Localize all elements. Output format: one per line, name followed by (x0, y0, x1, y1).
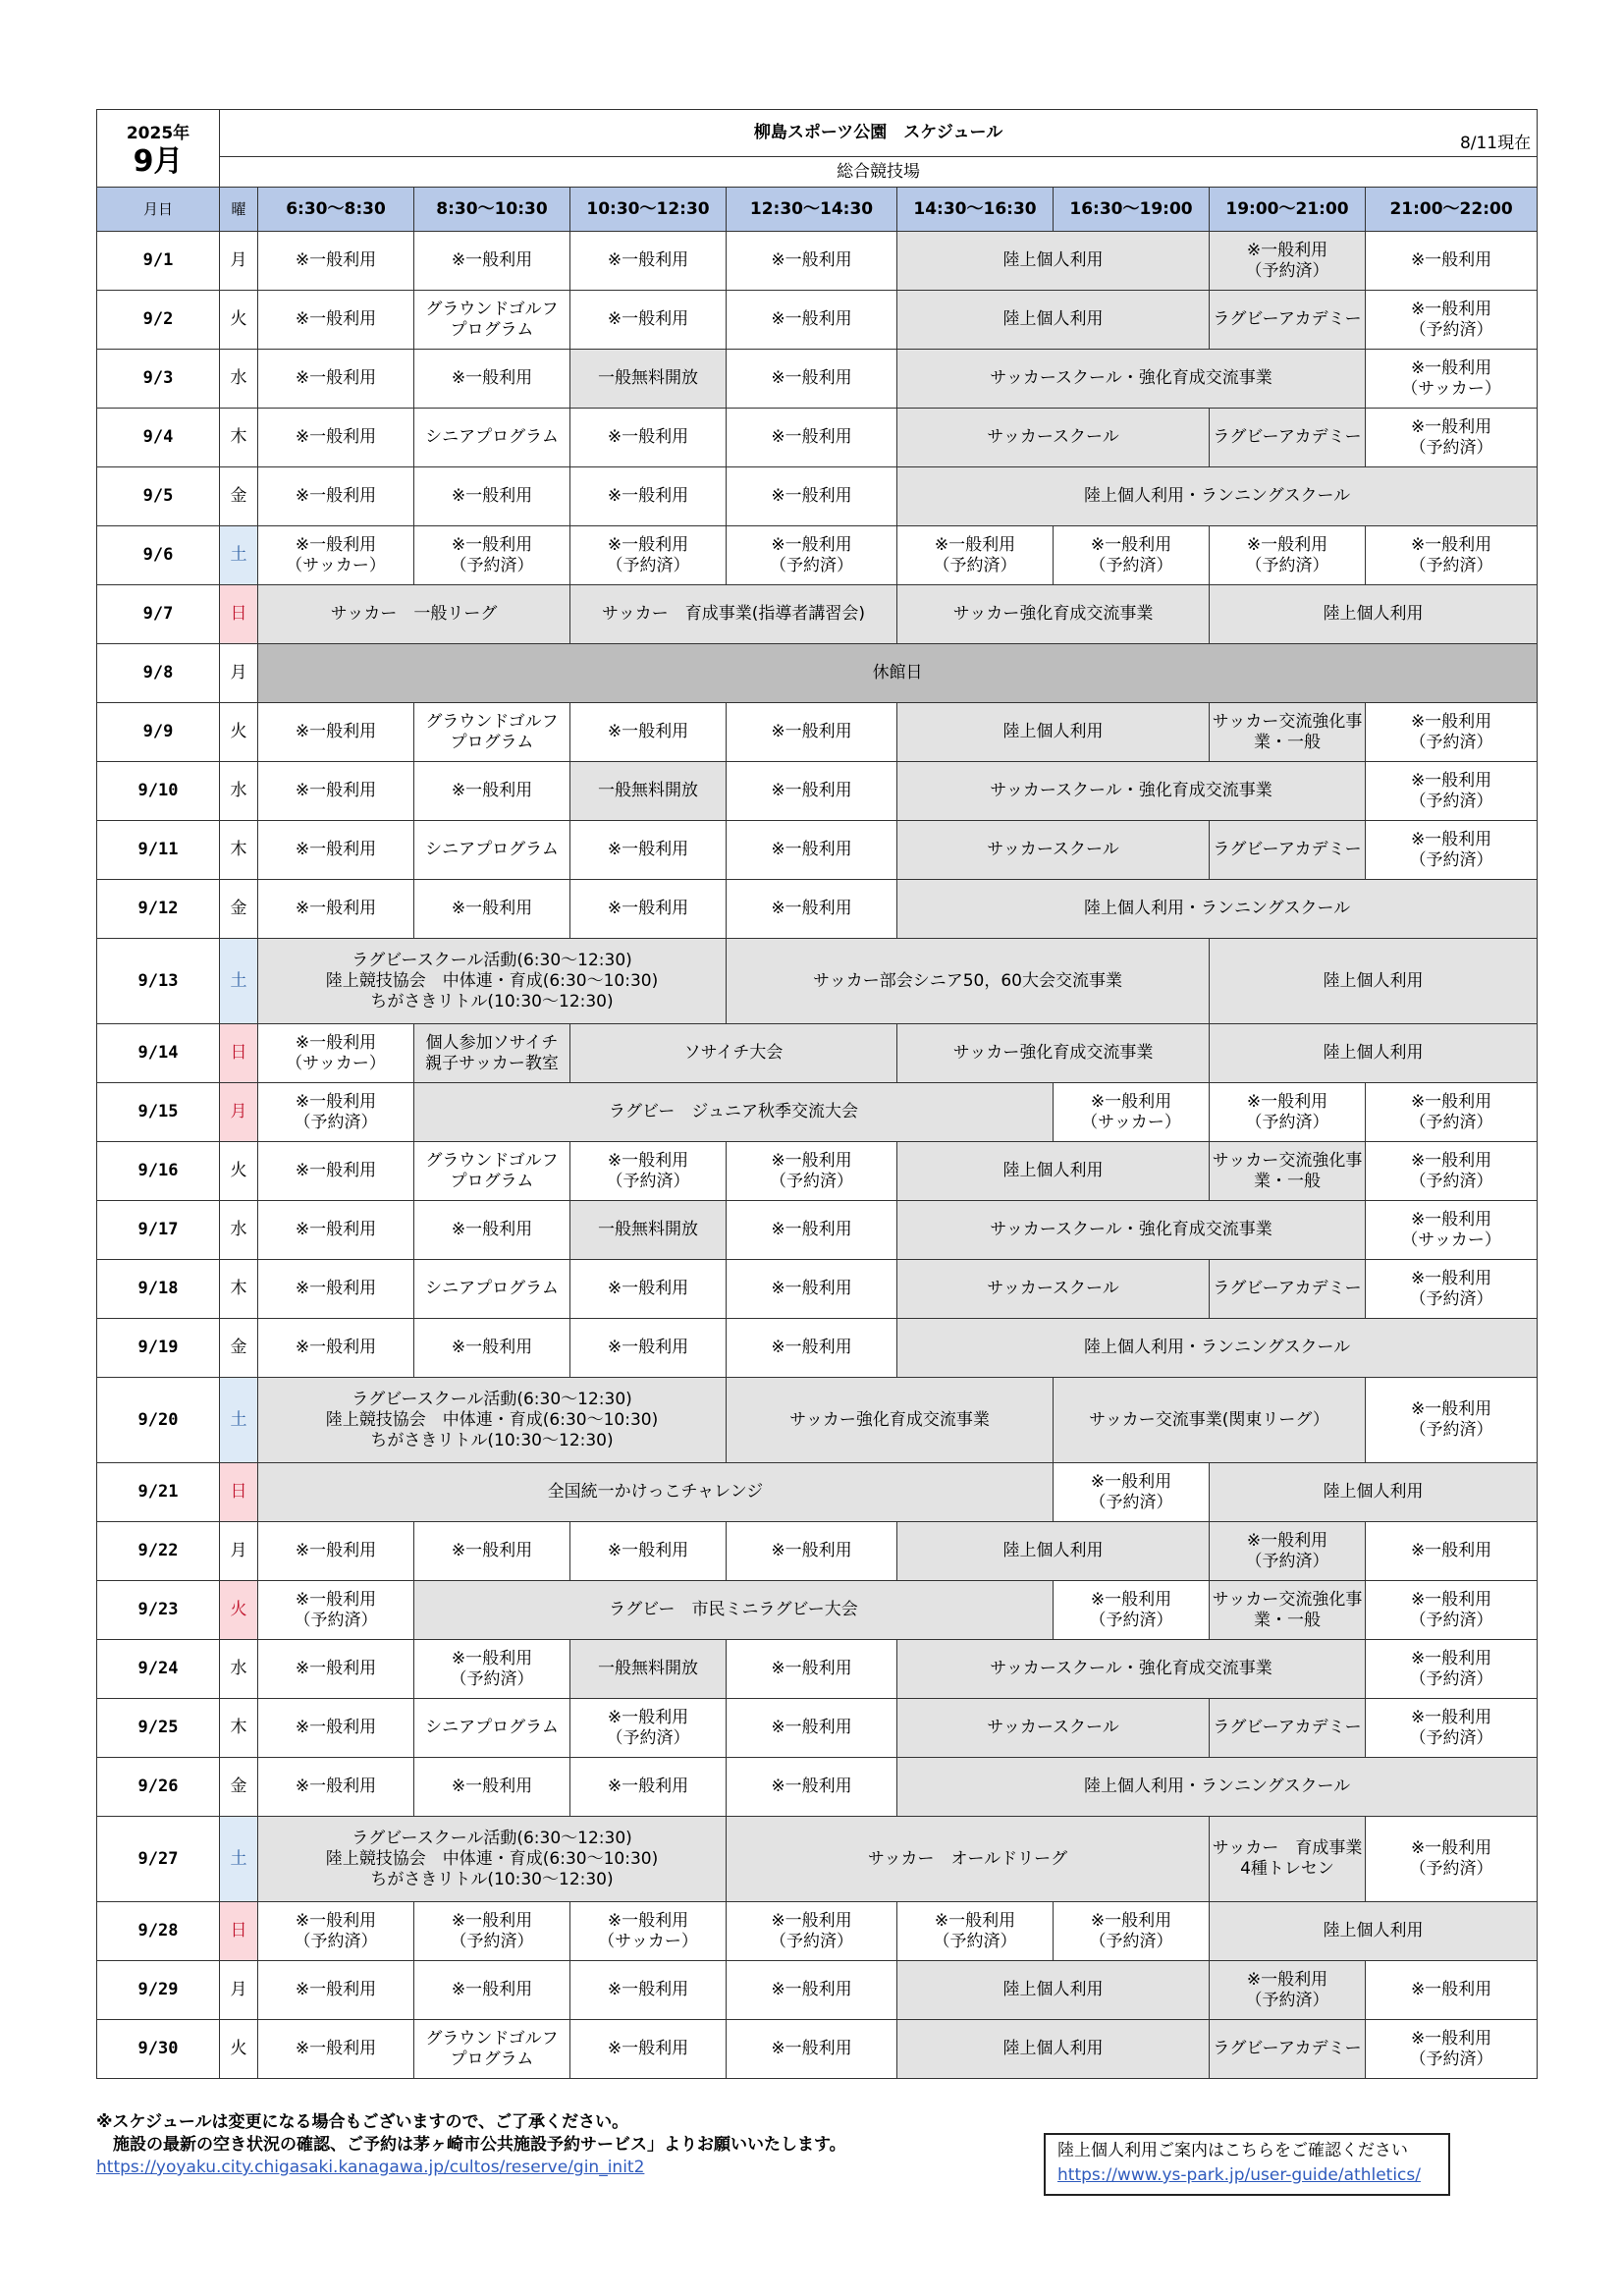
slot-cell: 陸上個人利用 (1210, 1024, 1538, 1083)
time-slot-header: 21:00～22:00 (1366, 188, 1538, 232)
slot-cell: 陸上個人利用 (897, 703, 1210, 762)
slot-cell: ※一般利用 (414, 880, 570, 939)
weekday-cell: 火 (220, 1581, 258, 1640)
slot-cell: 陸上個人利用 (1210, 1902, 1538, 1961)
footer-notes (96, 2111, 1009, 2179)
schedule-row (97, 1463, 1538, 1522)
slot-cell: サッカースクール・強化育成交流事業 (897, 1640, 1366, 1699)
date-cell: 9/29 (97, 1961, 220, 2020)
slot-cell: ※一般利用 （サッカー） (258, 526, 414, 585)
date-cell: 9/20 (97, 1378, 220, 1463)
slot-cell: 陸上個人利用・ランニングスクール (897, 1758, 1538, 1817)
page-title: 柳島スポーツ公園 スケジュール (753, 123, 1003, 142)
slot-cell: ※一般利用 （予約済） (1366, 1378, 1538, 1463)
schedule-table (96, 109, 1538, 2079)
slot-cell: ※一般利用 （予約済） (1054, 1902, 1210, 1961)
slot-cell: ラグビー ジュニア秋季交流大会 (414, 1083, 1054, 1142)
slot-cell: ※一般利用 （予約済） (1210, 232, 1366, 291)
slot-cell: シニアプログラム (414, 409, 570, 467)
weekday-cell: 木 (220, 821, 258, 880)
time-slot-header: 14:30～16:30 (897, 188, 1054, 232)
slot-cell: ※一般利用 （予約済） (1366, 1640, 1538, 1699)
slot-cell: ※一般利用 （予約済） (1366, 762, 1538, 821)
slot-cell: グラウンドゴルフ プログラム (414, 703, 570, 762)
slot-cell: ※一般利用 (570, 467, 727, 526)
slot-cell: ※一般利用 (258, 1758, 414, 1817)
slot-cell: 陸上個人利用 (897, 232, 1210, 291)
slot-cell: 陸上個人利用 (1210, 939, 1538, 1024)
time-slot-header: 12:30～14:30 (727, 188, 897, 232)
as-of-date: 8/11現在 (1459, 134, 1532, 153)
date-cell: 9/17 (97, 1201, 220, 1260)
booking-notice: 施設の最新の空き状況の確認、ご予約は茅ヶ崎市公共施設予約サービス」よりお願いいたします。 (96, 2135, 846, 2155)
slot-cell: サッカー部会シニア50，60大会交流事業 (727, 939, 1210, 1024)
slot-cell: ※一般利用 （予約済） (414, 1902, 570, 1961)
slot-cell: ※一般利用 （予約済） (414, 526, 570, 585)
slot-cell: 陸上個人利用 (897, 2020, 1210, 2079)
slot-cell: ※一般利用 (414, 467, 570, 526)
schedule-row (97, 526, 1538, 585)
slot-cell: ※一般利用 (570, 409, 727, 467)
slot-cell: ※一般利用 (414, 1758, 570, 1817)
slot-cell: ※一般利用 （予約済） (727, 1142, 897, 1201)
weekday-cell: 木 (220, 1260, 258, 1319)
weekday-cell: 日 (220, 1024, 258, 1083)
time-slot-header: 10:30～12:30 (570, 188, 727, 232)
slot-cell: ※一般利用 (258, 1142, 414, 1201)
slot-cell: ※一般利用 (570, 291, 727, 350)
slot-cell: ※一般利用 （予約済） (1366, 1142, 1538, 1201)
slot-cell: サッカースクール・強化育成交流事業 (897, 350, 1366, 409)
slot-cell: ※一般利用 （予約済） (1366, 1581, 1538, 1640)
slot-cell: ※一般利用 (258, 762, 414, 821)
date-cell: 9/1 (97, 232, 220, 291)
date-cell: 9/10 (97, 762, 220, 821)
schedule-row (97, 2020, 1538, 2079)
slot-cell: ※一般利用 （予約済） (1366, 1817, 1538, 1902)
slot-cell: ※一般利用 (727, 232, 897, 291)
slot-cell: ※一般利用 （予約済） (1366, 821, 1538, 880)
slot-cell: 一般無料開放 (570, 1640, 727, 1699)
slot-cell: ※一般利用 （予約済） (1366, 526, 1538, 585)
weekday-cell: 木 (220, 1699, 258, 1758)
date-cell: 9/9 (97, 703, 220, 762)
slot-cell: ※一般利用 (258, 703, 414, 762)
weekday-cell: 金 (220, 467, 258, 526)
slot-cell: ※一般利用 (727, 1699, 897, 1758)
slot-cell: ※一般利用 (727, 291, 897, 350)
slot-cell: ※一般利用 （サッカー） (1054, 1083, 1210, 1142)
slot-cell: ※一般利用 （サッカー） (258, 1024, 414, 1083)
date-column-header: 月日 (97, 188, 220, 232)
slot-cell: ※一般利用 (258, 1961, 414, 2020)
schedule-row (97, 1817, 1538, 1902)
schedule-row (97, 1961, 1538, 2020)
slot-cell: ※一般利用 (570, 1319, 727, 1378)
slot-cell: ※一般利用 (727, 1201, 897, 1260)
slot-cell: ※一般利用 （予約済） (1210, 1522, 1366, 1581)
slot-cell: ※一般利用 （予約済） (258, 1902, 414, 1961)
slot-cell: ※一般利用 (727, 1522, 897, 1581)
slot-cell: ※一般利用 (727, 1758, 897, 1817)
slot-cell: ※一般利用 （予約済） (1366, 2020, 1538, 2079)
time-slot-header: 16:30～19:00 (1054, 188, 1210, 232)
slot-cell: ※一般利用 （予約済） (258, 1083, 414, 1142)
year-month-cell (97, 110, 220, 188)
column-header-row (97, 188, 1538, 232)
schedule-row (97, 291, 1538, 350)
weekday-cell: 土 (220, 1378, 258, 1463)
date-cell: 9/25 (97, 1699, 220, 1758)
weekday-cell: 火 (220, 291, 258, 350)
date-cell: 9/4 (97, 409, 220, 467)
slot-cell: ※一般利用 （予約済） (1210, 1961, 1366, 2020)
slot-cell: ※一般利用 (727, 821, 897, 880)
slot-cell: ※一般利用 （予約済） (1366, 703, 1538, 762)
slot-cell: サッカースクール (897, 1699, 1210, 1758)
slot-cell: ※一般利用 （予約済） (1054, 526, 1210, 585)
weekday-cell: 水 (220, 1201, 258, 1260)
slot-cell: ラグビーアカデミー (1210, 409, 1366, 467)
date-cell: 9/14 (97, 1024, 220, 1083)
slot-cell: サッカー 育成事業(指導者講習会) (570, 585, 897, 644)
weekday-cell: 金 (220, 1319, 258, 1378)
slot-cell: ※一般利用 (414, 1961, 570, 2020)
slot-cell: ※一般利用 (1366, 232, 1538, 291)
slot-cell: ※一般利用 (414, 232, 570, 291)
date-cell: 9/6 (97, 526, 220, 585)
slot-cell: ※一般利用 (727, 409, 897, 467)
schedule-row (97, 1699, 1538, 1758)
date-cell: 9/3 (97, 350, 220, 409)
weekday-cell: 日 (220, 1902, 258, 1961)
slot-cell: ※一般利用 (258, 880, 414, 939)
weekday-cell: 水 (220, 350, 258, 409)
weekday-cell: 木 (220, 409, 258, 467)
schedule-row (97, 409, 1538, 467)
slot-cell: 陸上個人利用 (897, 1142, 1210, 1201)
year-label: 2025年 (126, 124, 190, 143)
slot-cell: サッカー交流事業(関東リーグ） (1054, 1378, 1366, 1463)
change-notice: ※スケジュールは変更になる場合もございますので、ご了承ください。 (96, 2112, 629, 2132)
slot-cell: ソサイチ大会 (570, 1024, 897, 1083)
date-cell: 9/22 (97, 1522, 220, 1581)
slot-cell: サッカースクール (897, 821, 1210, 880)
slot-cell: ※一般利用 (727, 350, 897, 409)
slot-cell: ※一般利用 （予約済） (1366, 1260, 1538, 1319)
slot-cell: 陸上個人利用・ランニングスクール (897, 1319, 1538, 1378)
slot-cell: 陸上個人利用 (1210, 585, 1538, 644)
closed-day-cell: 休館日 (258, 644, 1538, 703)
slot-cell: ※一般利用 (727, 467, 897, 526)
slot-cell: ※一般利用 (414, 1201, 570, 1260)
slot-cell: グラウンドゴルフ プログラム (414, 2020, 570, 2079)
schedule-row (97, 232, 1538, 291)
schedule-row (97, 350, 1538, 409)
slot-cell: ※一般利用 (258, 1260, 414, 1319)
slot-cell: ※一般利用 (258, 467, 414, 526)
slot-cell: サッカースクール (897, 409, 1210, 467)
schedule-row (97, 1378, 1538, 1463)
slot-cell: 一般無料開放 (570, 762, 727, 821)
slot-cell: 陸上個人利用・ランニングスクール (897, 467, 1538, 526)
slot-cell: サッカー強化育成交流事業 (897, 1024, 1210, 1083)
slot-cell: ※一般利用 (727, 1640, 897, 1699)
slot-cell: シニアプログラム (414, 821, 570, 880)
date-cell: 9/27 (97, 1817, 220, 1902)
slot-cell: ※一般利用 (258, 2020, 414, 2079)
weekday-cell: 土 (220, 939, 258, 1024)
schedule-sheet (96, 109, 1537, 2079)
weekday-cell: 土 (220, 1817, 258, 1902)
schedule-row (97, 1142, 1538, 1201)
slot-cell: ※一般利用 (570, 821, 727, 880)
slot-cell: サッカースクール (897, 1260, 1210, 1319)
slot-cell: グラウンドゴルフ プログラム (414, 291, 570, 350)
slot-cell: ※一般利用 (258, 1699, 414, 1758)
date-cell: 9/11 (97, 821, 220, 880)
slot-cell: ※一般利用 (1366, 1522, 1538, 1581)
date-cell: 9/24 (97, 1640, 220, 1699)
title-cell (220, 110, 1538, 157)
slot-cell: ※一般利用 （サッカー） (570, 1902, 727, 1961)
schedule-row (97, 1758, 1538, 1817)
schedule-row (97, 1522, 1538, 1581)
slot-cell: サッカースクール・強化育成交流事業 (897, 1201, 1366, 1260)
schedule-row (97, 880, 1538, 939)
schedule-row (97, 762, 1538, 821)
schedule-row (97, 1581, 1538, 1640)
slot-cell: ※一般利用 (727, 703, 897, 762)
slot-cell: ※一般利用 (258, 821, 414, 880)
weekday-cell: 火 (220, 2020, 258, 2079)
slot-cell: ラグビーアカデミー (1210, 1260, 1366, 1319)
date-cell: 9/26 (97, 1758, 220, 1817)
date-cell: 9/2 (97, 291, 220, 350)
slot-cell: ※一般利用 (570, 232, 727, 291)
slot-cell: ※一般利用 （予約済） (1054, 1463, 1210, 1522)
date-cell: 9/28 (97, 1902, 220, 1961)
slot-cell: ※一般利用 (570, 1758, 727, 1817)
weekday-cell: 月 (220, 1083, 258, 1142)
slot-cell: サッカー オールドリーグ (727, 1817, 1210, 1902)
schedule-row (97, 1260, 1538, 1319)
slot-cell: ※一般利用 (570, 703, 727, 762)
weekday-cell: 火 (220, 703, 258, 762)
slot-cell: ラグビーアカデミー (1210, 2020, 1366, 2079)
slot-cell: 一般無料開放 (570, 350, 727, 409)
slot-cell: ※一般利用 (570, 880, 727, 939)
schedule-row (97, 939, 1538, 1024)
schedule-row (97, 1319, 1538, 1378)
weekday-cell: 水 (220, 1640, 258, 1699)
slot-cell: ※一般利用 （予約済） (727, 1902, 897, 1961)
slot-cell: サッカー強化育成交流事業 (727, 1378, 1054, 1463)
weekday-cell: 金 (220, 1758, 258, 1817)
date-cell: 9/13 (97, 939, 220, 1024)
slot-cell: ※一般利用 (258, 1522, 414, 1581)
slot-cell: サッカー 育成事業 4種トレセン (1210, 1817, 1366, 1902)
weekday-cell: 日 (220, 585, 258, 644)
slot-cell: ※一般利用 （予約済） (1366, 1083, 1538, 1142)
slot-cell: ※一般利用 (727, 1319, 897, 1378)
time-slot-header: 8:30～10:30 (414, 188, 570, 232)
weekday-cell: 月 (220, 644, 258, 703)
time-slot-header: 19:00～21:00 (1210, 188, 1366, 232)
schedule-row (97, 1083, 1538, 1142)
slot-cell: ※一般利用 （予約済） (1366, 291, 1538, 350)
weekday-cell: 月 (220, 1961, 258, 2020)
slot-cell: ※一般利用 (258, 1640, 414, 1699)
slot-cell: ラグビーアカデミー (1210, 821, 1366, 880)
date-cell: 9/30 (97, 2020, 220, 2079)
slot-cell: 陸上個人利用 (897, 1522, 1210, 1581)
month-label: 9月 (133, 144, 184, 179)
slot-cell: サッカー交流強化事業・一般 (1210, 703, 1366, 762)
schedule-row (97, 644, 1538, 703)
slot-cell: 陸上個人利用 (1210, 1463, 1538, 1522)
slot-cell: ※一般利用 （予約済） (897, 1902, 1054, 1961)
schedule-row (97, 1902, 1538, 1961)
weekday-cell: 月 (220, 232, 258, 291)
slot-cell: ラグビースクール活動(6:30～12:30) 陸上競技協会 中体連・育成(6:30～10:30) ちがさきリトル(10:30～12:30) (258, 939, 727, 1024)
slot-cell: ※一般利用 （予約済） (727, 526, 897, 585)
slot-cell: ラグビー 市民ミニラグビー大会 (414, 1581, 1054, 1640)
schedule-row (97, 467, 1538, 526)
slot-cell: ※一般利用 （予約済） (570, 526, 727, 585)
schedule-row (97, 585, 1538, 644)
slot-cell: ※一般利用 (727, 880, 897, 939)
slot-cell: シニアプログラム (414, 1699, 570, 1758)
date-cell: 9/21 (97, 1463, 220, 1522)
weekday-cell: 水 (220, 762, 258, 821)
slot-cell: 個人参加ソサイチ 親子サッカー教室 (414, 1024, 570, 1083)
slot-cell: ※一般利用 （予約済） (1366, 409, 1538, 467)
slot-cell: ※一般利用 (570, 1961, 727, 2020)
slot-cell: 陸上個人利用・ランニングスクール (897, 880, 1538, 939)
schedule-row (97, 703, 1538, 762)
slot-cell: ※一般利用 （サッカー） (1366, 1201, 1538, 1260)
slot-cell: ※一般利用 （予約済） (1366, 1699, 1538, 1758)
date-cell: 9/7 (97, 585, 220, 644)
slot-cell: ※一般利用 （予約済） (1210, 526, 1366, 585)
date-cell: 9/12 (97, 880, 220, 939)
schedule-row (97, 1640, 1538, 1699)
slot-cell: 一般無料開放 (570, 1201, 727, 1260)
athletics-info-link[interactable]: https://www.ys-park.jp/user-guide/athletics/ (1057, 2165, 1421, 2185)
slot-cell: ※一般利用 (727, 762, 897, 821)
slot-cell: ※一般利用 (570, 1260, 727, 1319)
date-cell: 9/23 (97, 1581, 220, 1640)
weekday-cell: 金 (220, 880, 258, 939)
slot-cell: ※一般利用 （予約済） (258, 1581, 414, 1640)
date-cell: 9/8 (97, 644, 220, 703)
date-cell: 9/15 (97, 1083, 220, 1142)
slot-cell: サッカー交流強化事業・一般 (1210, 1581, 1366, 1640)
slot-cell: ※一般利用 (727, 2020, 897, 2079)
slot-cell: ※一般利用 （予約済） (570, 1699, 727, 1758)
slot-cell: 陸上個人利用 (897, 1961, 1210, 2020)
slot-cell: ラグビーアカデミー (1210, 1699, 1366, 1758)
weekday-cell: 土 (220, 526, 258, 585)
slot-cell: ※一般利用 (258, 291, 414, 350)
athletics-info-label: 陸上個人利用ご案内はこちらをご確認ください (1057, 2141, 1408, 2160)
slot-cell: ラグビースクール活動(6:30～12:30) 陸上競技協会 中体連・育成(6:30～10:30) ちがさきリトル(10:30～12:30) (258, 1817, 727, 1902)
slot-cell: ※一般利用 (727, 1260, 897, 1319)
slot-cell: ※一般利用 （予約済） (1054, 1581, 1210, 1640)
slot-cell: ※一般利用 （予約済） (414, 1640, 570, 1699)
slot-cell: ※一般利用 （予約済） (897, 526, 1054, 585)
booking-link[interactable]: https://yoyaku.city.chigasaki.kanagawa.jp/cultos/reserve/gin_init2 (96, 2158, 645, 2177)
slot-cell: ※一般利用 （サッカー） (1366, 350, 1538, 409)
slot-cell: グラウンドゴルフ プログラム (414, 1142, 570, 1201)
athletics-info-box (1044, 2133, 1450, 2196)
slot-cell: ※一般利用 (414, 762, 570, 821)
time-slot-header: 6:30～8:30 (258, 188, 414, 232)
slot-cell: ※一般利用 (570, 2020, 727, 2079)
schedule-row (97, 1201, 1538, 1260)
slot-cell: サッカースクール・強化育成交流事業 (897, 762, 1366, 821)
weekday-column-header: 曜 (220, 188, 258, 232)
slot-cell: ラグビースクール活動(6:30～12:30) 陸上競技協会 中体連・育成(6:30～10:30) ちがさきリトル(10:30～12:30) (258, 1378, 727, 1463)
slot-cell: ※一般利用 （予約済） (570, 1142, 727, 1201)
slot-cell: ※一般利用 (414, 1319, 570, 1378)
slot-cell: ※一般利用 (258, 232, 414, 291)
weekday-cell: 月 (220, 1522, 258, 1581)
schedule-row (97, 821, 1538, 880)
slot-cell: ※一般利用 （予約済） (1210, 1083, 1366, 1142)
date-cell: 9/16 (97, 1142, 220, 1201)
slot-cell: サッカー交流強化事業・一般 (1210, 1142, 1366, 1201)
slot-cell: ※一般利用 (258, 1319, 414, 1378)
facility-name: 総合競技場 (220, 157, 1538, 188)
slot-cell: 全国統一かけっこチャレンジ (258, 1463, 1054, 1522)
slot-cell: シニアプログラム (414, 1260, 570, 1319)
slot-cell: ※一般利用 (414, 1522, 570, 1581)
weekday-cell: 火 (220, 1142, 258, 1201)
slot-cell: ラグビーアカデミー (1210, 291, 1366, 350)
slot-cell: ※一般利用 (414, 350, 570, 409)
slot-cell: ※一般利用 (258, 350, 414, 409)
slot-cell: 陸上個人利用 (897, 291, 1210, 350)
slot-cell: ※一般利用 (1366, 1961, 1538, 2020)
slot-cell: サッカー 一般リーグ (258, 585, 570, 644)
date-cell: 9/19 (97, 1319, 220, 1378)
slot-cell: ※一般利用 (727, 1961, 897, 2020)
date-cell: 9/18 (97, 1260, 220, 1319)
slot-cell: ※一般利用 (570, 1522, 727, 1581)
slot-cell: ※一般利用 (258, 409, 414, 467)
date-cell: 9/5 (97, 467, 220, 526)
slot-cell: サッカー強化育成交流事業 (897, 585, 1210, 644)
weekday-cell: 日 (220, 1463, 258, 1522)
slot-cell: ※一般利用 (258, 1201, 414, 1260)
schedule-row (97, 1024, 1538, 1083)
